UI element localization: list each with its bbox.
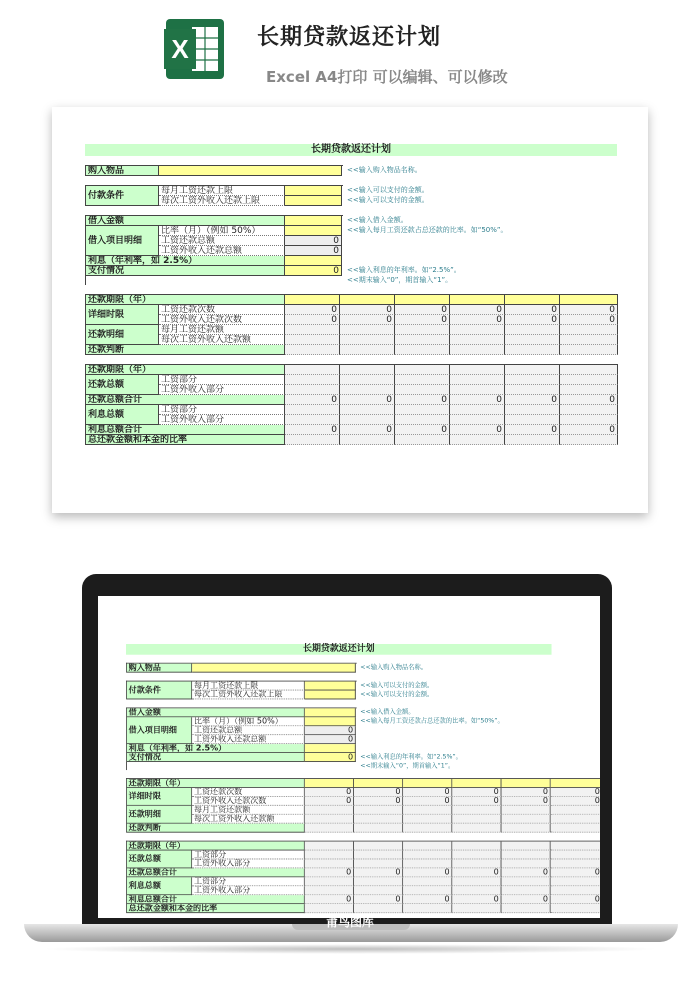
total-extra-label: 工资外收入部分 bbox=[192, 859, 305, 868]
value-cell: 0 bbox=[450, 315, 505, 325]
loan-amount-note: <<输入借入金额。 bbox=[360, 708, 415, 716]
value-cell bbox=[340, 345, 395, 355]
value-cell: 0 bbox=[340, 315, 395, 325]
spreadsheet-preview-card bbox=[52, 107, 648, 513]
value-cell bbox=[450, 405, 505, 415]
value-cell bbox=[452, 886, 501, 895]
value-cell bbox=[340, 325, 395, 335]
total-label: 还款总额 bbox=[127, 851, 192, 869]
value-cell bbox=[450, 375, 505, 385]
payment-monthly-input[interactable] bbox=[305, 682, 356, 691]
year-input-cell[interactable] bbox=[501, 779, 550, 788]
value-cell: 0 bbox=[501, 788, 550, 797]
value-cell: 0 bbox=[551, 797, 600, 806]
value-cell: 0 bbox=[285, 425, 340, 435]
value-cell bbox=[501, 859, 550, 868]
value-cell bbox=[354, 824, 403, 833]
value-cell bbox=[395, 325, 450, 335]
value-cell bbox=[305, 815, 354, 824]
extra-count-label: 工资外收入还款次数 bbox=[159, 315, 285, 325]
interest-salary-label: 工资部分 bbox=[192, 877, 305, 886]
value-cell bbox=[403, 806, 452, 815]
value-cell bbox=[403, 851, 452, 860]
value-cell: 0 bbox=[285, 236, 342, 246]
ratio-label: 总还款金额和本金的比率 bbox=[86, 435, 285, 445]
value-cell: 0 bbox=[395, 395, 450, 405]
value-cell bbox=[305, 886, 354, 895]
value-cell bbox=[501, 877, 550, 886]
value-cell bbox=[505, 345, 560, 355]
value-cell: 0 bbox=[340, 425, 395, 435]
total-salary-label: 工资部分 bbox=[192, 851, 305, 860]
interest-note: <<输入利息的年利率。如“2.5%”。 bbox=[360, 753, 462, 761]
value-cell bbox=[551, 806, 600, 815]
loan-detail-label: 借入项目明细 bbox=[127, 717, 192, 744]
value-cell: 0 bbox=[354, 868, 403, 877]
year-input-cell[interactable] bbox=[305, 779, 354, 788]
value-cell: 0 bbox=[395, 315, 450, 325]
year-input-cell[interactable] bbox=[395, 295, 450, 305]
loan-amount-note: <<输入借入金额。 bbox=[347, 216, 408, 224]
interest-sum-label: 利息总额合计 bbox=[86, 425, 285, 435]
loan-detail-extra-total: 工资外收入还款总额 bbox=[192, 735, 305, 744]
value-cell bbox=[395, 345, 450, 355]
value-cell: 0 bbox=[354, 788, 403, 797]
value-cell bbox=[285, 385, 340, 395]
value-cell bbox=[403, 877, 452, 886]
interest-input[interactable] bbox=[285, 256, 342, 266]
total-sum-label: 还款总额合计 bbox=[86, 395, 285, 405]
value-cell bbox=[505, 365, 560, 375]
loan-amount-input[interactable] bbox=[305, 708, 356, 717]
loan-detail-ratio: 比率（月）（例如 50%） bbox=[159, 226, 285, 236]
payment-monthly-input[interactable] bbox=[285, 186, 342, 196]
pay-status-note: <<期末输入“0”，期首输入“1”。 bbox=[347, 276, 453, 284]
value-cell bbox=[354, 806, 403, 815]
loan-detail-salary-total: 工资还款总额 bbox=[159, 236, 285, 246]
loan-amount-label: 借入金额 bbox=[127, 708, 305, 717]
repayment-schedule-table bbox=[85, 294, 618, 355]
year-input-cell[interactable] bbox=[452, 779, 501, 788]
value-cell: 0 bbox=[450, 305, 505, 315]
interest-extra-label: 工资外收入部分 bbox=[192, 886, 305, 895]
value-cell bbox=[452, 877, 501, 886]
value-cell bbox=[305, 877, 354, 886]
value-cell bbox=[285, 405, 340, 415]
value-cell: 0 bbox=[452, 797, 501, 806]
value-cell bbox=[501, 851, 550, 860]
value-cell: 0 bbox=[340, 305, 395, 315]
loan-detail-ratio: 比率（月）（例如 50%） bbox=[192, 717, 305, 726]
value-cell bbox=[452, 824, 501, 833]
value-cell bbox=[285, 325, 340, 335]
value-cell bbox=[450, 385, 505, 395]
value-cell bbox=[305, 859, 354, 868]
value-cell bbox=[501, 904, 550, 913]
interest-salary-label: 工资部分 bbox=[159, 405, 285, 415]
loan-amount-input[interactable] bbox=[285, 216, 342, 226]
page-subtitle: Excel A4打印 可以编辑、可以修改 bbox=[266, 68, 508, 86]
monthly-payment-label: 每月工资还款额 bbox=[159, 325, 285, 335]
loan-detail-label: 借入项目明细 bbox=[86, 226, 159, 256]
value-cell: 0 bbox=[452, 895, 501, 904]
value-cell bbox=[560, 325, 618, 335]
value-cell bbox=[560, 415, 618, 425]
value-cell bbox=[403, 815, 452, 824]
value-cell bbox=[501, 886, 550, 895]
total-sum-label: 还款总额合计 bbox=[127, 868, 305, 877]
interest-sum-label: 利息总额合计 bbox=[127, 895, 305, 904]
value-cell: 0 bbox=[305, 895, 354, 904]
value-cell bbox=[285, 375, 340, 385]
payment-label: 付款条件 bbox=[86, 186, 159, 206]
value-cell: 0 bbox=[395, 305, 450, 315]
value-cell bbox=[340, 385, 395, 395]
value-cell: 0 bbox=[285, 305, 340, 315]
value-cell bbox=[452, 904, 501, 913]
value-cell bbox=[551, 842, 600, 851]
value-cell bbox=[403, 886, 452, 895]
year-input-cell[interactable] bbox=[354, 779, 403, 788]
value-cell: 0 bbox=[305, 868, 354, 877]
judge-label: 还款判断 bbox=[86, 345, 285, 355]
detail-term-label: 详细时限 bbox=[127, 788, 192, 806]
value-cell bbox=[340, 375, 395, 385]
total-label: 还款总额 bbox=[86, 375, 159, 395]
breakdown-label: 还款明细 bbox=[127, 806, 192, 824]
value-cell: 0 bbox=[452, 868, 501, 877]
payment-sub-extra: 每次工资外收入还款上限 bbox=[192, 690, 305, 699]
value-cell bbox=[285, 365, 340, 375]
detail-term-label: 详细时限 bbox=[86, 305, 159, 325]
value-cell bbox=[450, 345, 505, 355]
value-cell bbox=[354, 859, 403, 868]
value-cell bbox=[452, 851, 501, 860]
year-input-cell[interactable] bbox=[285, 295, 340, 305]
value-cell bbox=[285, 335, 340, 345]
payment-label: 付款条件 bbox=[127, 682, 192, 700]
value-cell bbox=[403, 842, 452, 851]
loan-detail-extra-total: 工资外收入还款总额 bbox=[159, 246, 285, 256]
excel-logo-icon bbox=[162, 17, 226, 81]
value-cell bbox=[501, 824, 550, 833]
laptop-shadow bbox=[40, 944, 660, 954]
value-cell: 0 bbox=[305, 788, 354, 797]
monthly-payment-label: 每月工资还款额 bbox=[192, 806, 305, 815]
term-header: 还款期限（年） bbox=[86, 295, 285, 305]
value-cell bbox=[551, 877, 600, 886]
value-cell bbox=[505, 335, 560, 345]
interest-total-label: 利息总额 bbox=[86, 405, 159, 425]
value-cell: 0 bbox=[354, 797, 403, 806]
breakdown-label: 还款明细 bbox=[86, 325, 159, 345]
value-cell: 0 bbox=[305, 797, 354, 806]
payment-sub-monthly: 每月工资还款上限 bbox=[159, 186, 285, 196]
value-cell bbox=[285, 415, 340, 425]
value-cell bbox=[450, 335, 505, 345]
value-cell bbox=[305, 851, 354, 860]
term-header: 还款期限（年） bbox=[127, 779, 305, 788]
value-cell bbox=[340, 435, 395, 445]
repayment-schedule-table bbox=[126, 778, 600, 833]
value-cell: 0 bbox=[560, 395, 618, 405]
payment-extra-input[interactable] bbox=[305, 690, 356, 699]
total-extra-label: 工资外收入部分 bbox=[159, 385, 285, 395]
value-cell: 0 bbox=[403, 868, 452, 877]
value-cell: 0 bbox=[285, 246, 342, 256]
loan-ratio-input[interactable] bbox=[305, 717, 356, 726]
value-cell bbox=[354, 815, 403, 824]
value-cell bbox=[505, 325, 560, 335]
value-cell bbox=[450, 435, 505, 445]
term-header: 还款期限（年） bbox=[86, 365, 285, 375]
value-cell bbox=[395, 405, 450, 415]
value-cell bbox=[305, 904, 354, 913]
value-cell bbox=[340, 365, 395, 375]
repayment-total-table bbox=[85, 364, 618, 445]
value-cell bbox=[450, 365, 505, 375]
value-cell bbox=[450, 325, 505, 335]
loan-amount-label: 借入金额 bbox=[86, 216, 285, 226]
sheet-title: 长期贷款返还计划 bbox=[126, 644, 552, 655]
purchase-label: 购入物品 bbox=[86, 166, 159, 176]
sheet-title: 长期贷款返还计划 bbox=[85, 144, 617, 156]
value-cell bbox=[551, 824, 600, 833]
value-cell bbox=[354, 904, 403, 913]
page-title: 长期贷款返还计划 bbox=[257, 25, 442, 50]
interest-note: <<输入利息的年利率。如“2.5%”。 bbox=[347, 266, 461, 274]
payment-note-1: <<输入可以支付的金额。 bbox=[360, 681, 434, 689]
value-cell bbox=[305, 806, 354, 815]
value-cell: 0 bbox=[551, 895, 600, 904]
value-cell: 0 bbox=[501, 895, 550, 904]
value-cell bbox=[551, 859, 600, 868]
value-cell bbox=[395, 435, 450, 445]
value-cell bbox=[305, 824, 354, 833]
laptop-mockup bbox=[82, 574, 612, 924]
value-cell bbox=[560, 375, 618, 385]
value-cell: 0 bbox=[501, 797, 550, 806]
value-cell: 0 bbox=[305, 726, 356, 735]
value-cell bbox=[560, 365, 618, 375]
loan-sheet-mini bbox=[126, 644, 600, 914]
pay-status-label: 支付情况 bbox=[86, 266, 285, 276]
value-cell bbox=[395, 375, 450, 385]
purchase-input[interactable] bbox=[159, 166, 342, 176]
value-cell bbox=[354, 851, 403, 860]
value-cell bbox=[395, 415, 450, 425]
total-salary-label: 工资部分 bbox=[159, 375, 285, 385]
value-cell: 0 bbox=[560, 305, 618, 315]
value-cell bbox=[551, 886, 600, 895]
value-cell: 0 bbox=[450, 425, 505, 435]
extra-count-label: 工资外收入还款次数 bbox=[192, 797, 305, 806]
value-cell bbox=[452, 806, 501, 815]
value-cell bbox=[340, 335, 395, 345]
value-cell bbox=[560, 405, 618, 415]
pay-status-input[interactable]: 0 bbox=[305, 753, 356, 762]
value-cell: 0 bbox=[305, 735, 356, 744]
payment-sub-extra: 每次工资外收入还款上限 bbox=[159, 196, 285, 206]
value-cell: 0 bbox=[450, 395, 505, 405]
value-cell bbox=[501, 815, 550, 824]
interest-total-label: 利息总额 bbox=[127, 877, 192, 895]
interest-extra-label: 工资外收入部分 bbox=[159, 415, 285, 425]
salary-count-label: 工资还款次数 bbox=[159, 305, 285, 315]
laptop-screen bbox=[98, 596, 600, 918]
value-cell bbox=[395, 365, 450, 375]
value-cell bbox=[354, 877, 403, 886]
year-input-cell[interactable] bbox=[403, 779, 452, 788]
value-cell bbox=[505, 435, 560, 445]
purchase-input[interactable] bbox=[192, 664, 356, 673]
payment-extra-input[interactable] bbox=[285, 196, 342, 206]
loan-detail-salary-total: 工资还款总额 bbox=[192, 726, 305, 735]
year-input-cell[interactable] bbox=[450, 295, 505, 305]
loan-ratio-input[interactable] bbox=[285, 226, 342, 236]
value-cell bbox=[551, 815, 600, 824]
value-cell: 0 bbox=[551, 868, 600, 877]
term-header: 还款期限（年） bbox=[127, 842, 305, 851]
value-cell bbox=[560, 345, 618, 355]
salary-count-label: 工资还款次数 bbox=[192, 788, 305, 797]
payment-sub-monthly: 每月工资还款上限 bbox=[192, 682, 305, 691]
pay-status-input[interactable]: 0 bbox=[285, 266, 342, 276]
value-cell: 0 bbox=[285, 395, 340, 405]
year-input-cell[interactable] bbox=[340, 295, 395, 305]
year-input-cell[interactable] bbox=[505, 295, 560, 305]
value-cell bbox=[354, 842, 403, 851]
value-cell bbox=[505, 415, 560, 425]
value-cell: 0 bbox=[403, 788, 452, 797]
purchase-note: <<输入购入物品名称。 bbox=[347, 166, 422, 174]
purchase-note: <<输入购入物品名称。 bbox=[360, 663, 428, 671]
interest-input[interactable] bbox=[305, 744, 356, 753]
pay-status-note: <<期末输入“0”，期首输入“1”。 bbox=[360, 762, 455, 770]
value-cell bbox=[560, 385, 618, 395]
value-cell bbox=[560, 435, 618, 445]
value-cell: 0 bbox=[340, 395, 395, 405]
payment-note-1: <<输入可以支付的金额。 bbox=[347, 186, 429, 194]
value-cell bbox=[395, 335, 450, 345]
value-cell: 0 bbox=[505, 425, 560, 435]
value-cell: 0 bbox=[395, 425, 450, 435]
loan-detail-note: <<输入每月工资还款占总还款的比率。如“50%”。 bbox=[360, 717, 504, 725]
value-cell: 0 bbox=[560, 315, 618, 325]
loan-detail-note: <<输入每月工资还款占总还款的比率。如“50%”。 bbox=[347, 226, 508, 234]
laptop-brand-label: 莆鸟图库 bbox=[325, 915, 374, 929]
value-cell bbox=[501, 842, 550, 851]
payment-note-2: <<输入可以支付的金额。 bbox=[360, 690, 434, 698]
value-cell bbox=[452, 842, 501, 851]
value-cell: 0 bbox=[505, 395, 560, 405]
value-cell bbox=[403, 859, 452, 868]
value-cell bbox=[505, 385, 560, 395]
value-cell bbox=[340, 415, 395, 425]
repayment-total-table bbox=[126, 841, 600, 913]
value-cell: 0 bbox=[403, 797, 452, 806]
value-cell bbox=[560, 335, 618, 345]
ratio-label: 总还款金额和本金的比率 bbox=[127, 904, 305, 913]
value-cell bbox=[285, 435, 340, 445]
value-cell: 0 bbox=[403, 895, 452, 904]
payment-note-2: <<输入可以支付的金额。 bbox=[347, 196, 429, 204]
interest-label: 利息（年利率，如 2.5%） bbox=[86, 256, 285, 266]
purchase-label: 购入物品 bbox=[127, 664, 192, 673]
value-cell bbox=[505, 405, 560, 415]
value-cell bbox=[505, 375, 560, 385]
judge-label: 还款判断 bbox=[127, 824, 305, 833]
extra-payment-label: 每次工资外收入还款额 bbox=[192, 815, 305, 824]
value-cell: 0 bbox=[285, 315, 340, 325]
value-cell bbox=[305, 842, 354, 851]
value-cell bbox=[452, 815, 501, 824]
year-input-cell[interactable] bbox=[551, 779, 600, 788]
value-cell bbox=[403, 824, 452, 833]
extra-payment-label: 每次工资外收入还款额 bbox=[159, 335, 285, 345]
year-input-cell[interactable] bbox=[560, 295, 618, 305]
interest-label: 利息（年利率，如 2.5%） bbox=[127, 744, 305, 753]
value-cell: 0 bbox=[551, 788, 600, 797]
value-cell: 0 bbox=[560, 425, 618, 435]
svg-text:X: X bbox=[171, 34, 189, 64]
value-cell bbox=[501, 806, 550, 815]
value-cell bbox=[354, 886, 403, 895]
value-cell bbox=[551, 904, 600, 913]
value-cell: 0 bbox=[505, 305, 560, 315]
value-cell: 0 bbox=[452, 788, 501, 797]
value-cell bbox=[285, 345, 340, 355]
pay-status-label: 支付情况 bbox=[127, 753, 305, 762]
loan-sheet bbox=[85, 144, 617, 445]
value-cell: 0 bbox=[501, 868, 550, 877]
value-cell bbox=[551, 851, 600, 860]
value-cell bbox=[395, 385, 450, 395]
value-cell bbox=[403, 904, 452, 913]
value-cell: 0 bbox=[505, 315, 560, 325]
value-cell bbox=[340, 405, 395, 415]
value-cell bbox=[452, 859, 501, 868]
value-cell bbox=[450, 415, 505, 425]
value-cell: 0 bbox=[354, 895, 403, 904]
